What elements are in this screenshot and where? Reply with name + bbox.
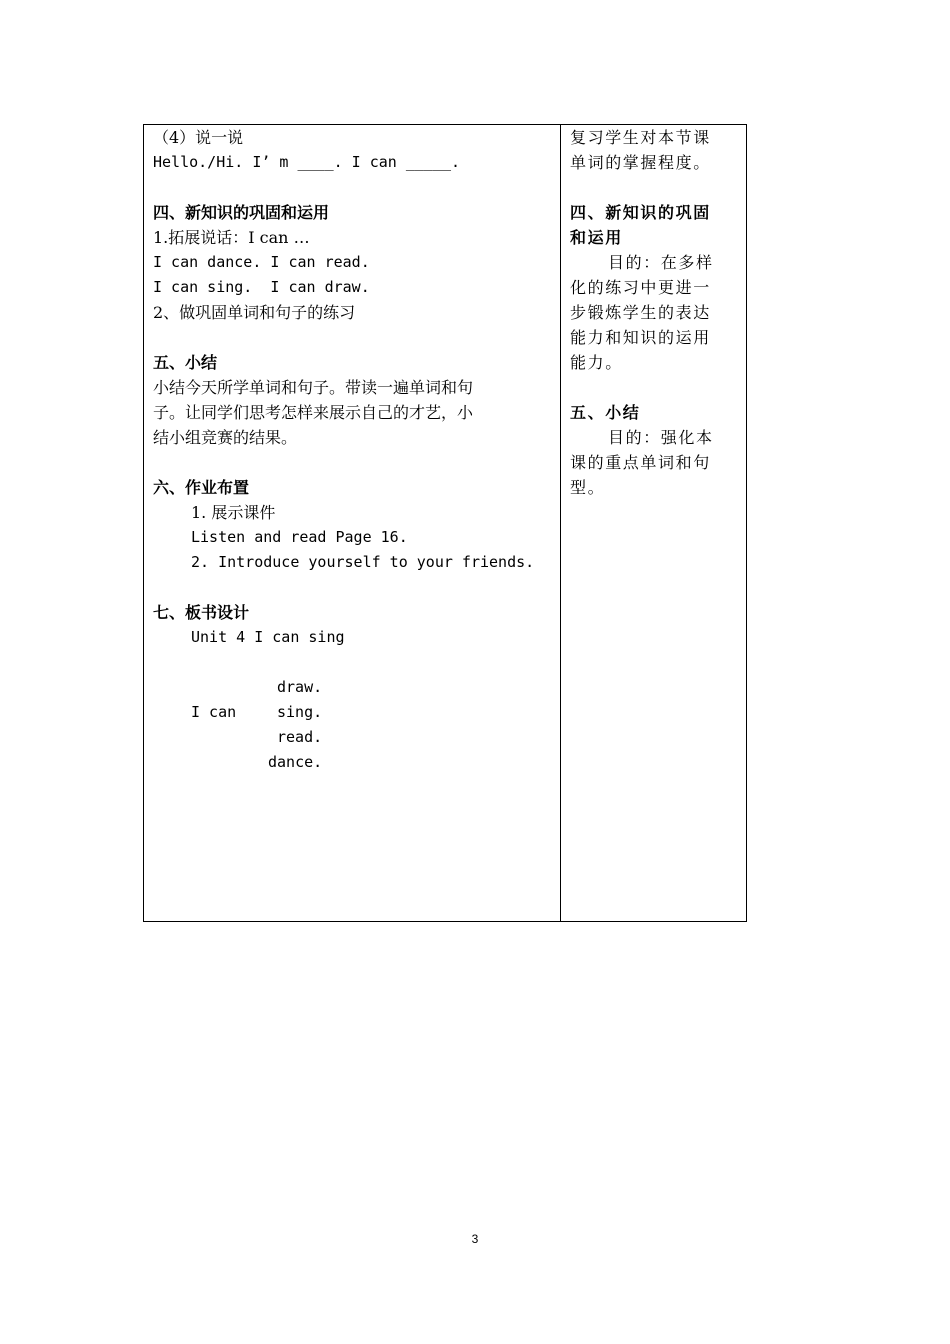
board-design <box>153 675 553 775</box>
section-heading-7: 七、板书设计 <box>153 603 250 622</box>
text-line: 单词的掌握程度。 <box>570 153 711 172</box>
section-heading-5: 五、小结 <box>570 403 641 422</box>
text-line: Listen and read Page 16. <box>191 528 408 546</box>
text-line: 目的：强化本 <box>608 428 714 447</box>
text-line: 复习学生对本节课 <box>570 128 711 147</box>
text-line: 型。 <box>570 478 606 497</box>
page-number: 3 <box>471 1232 479 1246</box>
board-i-can: I can <box>191 703 237 721</box>
text-line: I can dance. I can read. <box>153 253 370 271</box>
section-heading-4: 四、新知识的巩固和运用 <box>153 203 330 222</box>
right-column <box>570 125 740 500</box>
column-divider <box>560 125 561 921</box>
text-line: 1.拓展说话：I can … <box>153 228 310 247</box>
text-line: 目的：在多样 <box>608 253 714 272</box>
lesson-plan-table <box>143 124 747 922</box>
sentence-pattern: Hello./Hi. I’ m ____. I can _____. <box>153 153 461 171</box>
text-line: 小结今天所学单词和句子。带读一遍单词和句 <box>153 378 474 397</box>
text-line: 课的重点单词和句 <box>570 453 711 472</box>
section-heading-4: 四、新知识的巩固 <box>570 203 711 222</box>
board-word: read. <box>277 728 323 746</box>
text-line: 化的练习中更进一 <box>570 278 711 297</box>
text-line: I can sing. I can draw. <box>153 278 370 296</box>
text-line: 能力和知识的运用 <box>570 328 711 347</box>
text-line: 1. 展示课件 <box>191 503 276 522</box>
text-line: 能力。 <box>570 353 623 372</box>
board-word: draw. <box>277 678 323 696</box>
section-heading-6: 六、作业布置 <box>153 478 250 497</box>
text-line: 2、做巩固单词和句子的练习 <box>153 303 356 322</box>
step-4-speak: （4）说一说 <box>153 128 244 147</box>
text-line: 子。让同学们思考怎样来展示自己的才艺，小 <box>153 403 474 422</box>
section-heading-5: 五、小结 <box>153 353 218 372</box>
text-line: 步锻炼学生的表达 <box>570 303 711 322</box>
board-title: Unit 4 I can sing <box>191 628 345 646</box>
board-word: dance. <box>268 753 323 771</box>
board-word: sing. <box>277 703 323 721</box>
text-line: 2. Introduce yourself to your friends. <box>191 553 535 571</box>
text-line: 结小组竞赛的结果。 <box>153 428 298 447</box>
section-heading-4-cont: 和运用 <box>570 228 623 247</box>
left-column <box>153 125 553 775</box>
